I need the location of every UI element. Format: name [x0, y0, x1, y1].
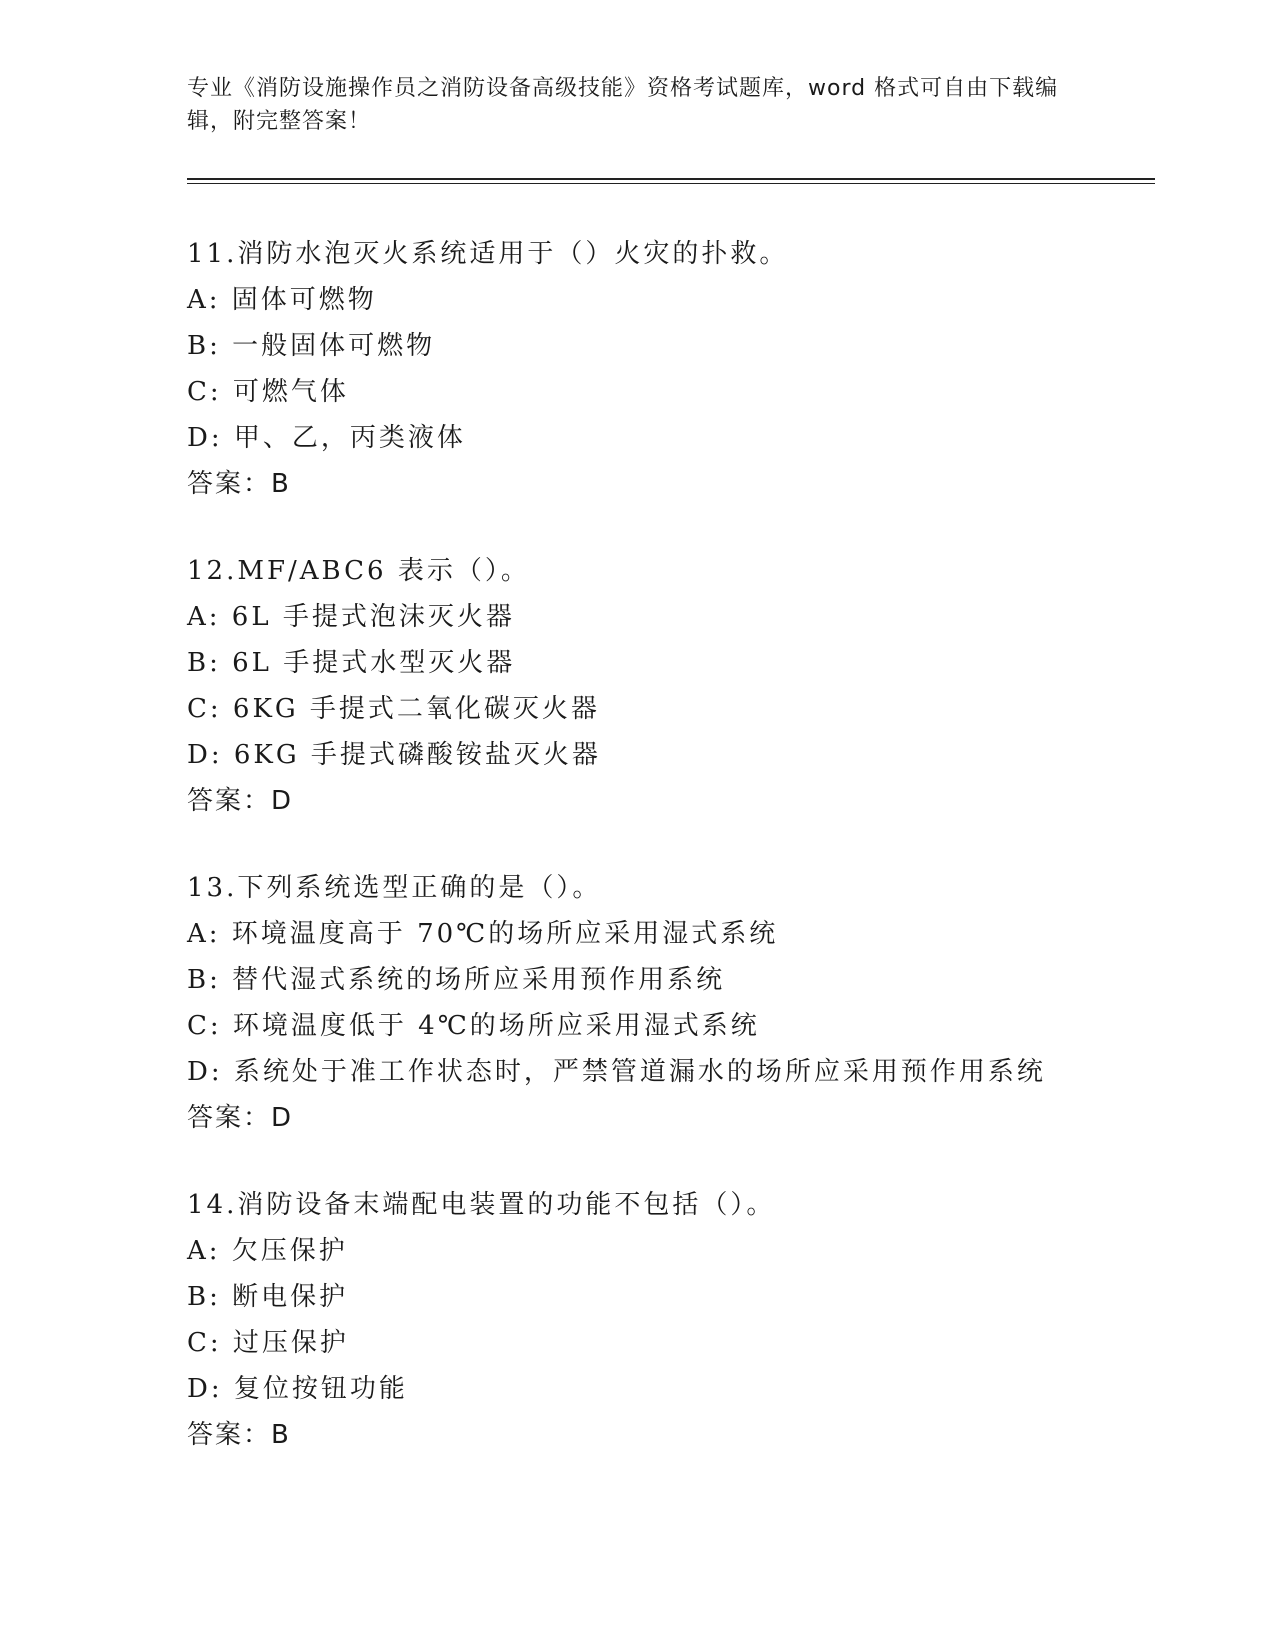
- answer-value: B: [271, 1420, 291, 1450]
- question-stem: 14.消防设备末端配电装置的功能不包括（）。: [187, 1190, 776, 1220]
- question-14: [187, 1182, 1147, 1458]
- option-b: B: 替代湿式系统的场所应采用预作用系统: [187, 965, 726, 995]
- option-b: B: 一般固体可燃物: [187, 331, 436, 361]
- question-stem: 13.下列系统选型正确的是（）。: [187, 873, 602, 903]
- question-stem: 12.MF/ABC6 表示（）。: [187, 556, 530, 586]
- answer: [187, 1095, 1147, 1141]
- header-text: 专业《消防设施操作员之消防设备高级技能》资格考试题库，word 格式可自由下载编辑，附完整答案！: [187, 76, 1059, 134]
- option-b: B: 6L 手提式水型灭火器: [187, 648, 516, 678]
- header-divider-thick: [187, 178, 1155, 180]
- answer-label: 答案：: [187, 1420, 272, 1450]
- question-11: [187, 231, 1147, 507]
- question-13: [187, 865, 1147, 1141]
- option-c: C: 可燃气体: [187, 377, 349, 407]
- option-d: D: 6KG 手提式磷酸铵盐灭火器: [187, 740, 601, 770]
- answer: [187, 778, 1147, 824]
- answer: [187, 461, 1147, 507]
- option-d: D: 系统处于准工作状态时，严禁管道漏水的场所应采用预作用系统: [187, 1057, 1046, 1087]
- option-a: A: 6L 手提式泡沫灭火器: [187, 602, 515, 632]
- option-d: D: 复位按钮功能: [187, 1374, 408, 1404]
- option-b: B: 断电保护: [187, 1282, 349, 1312]
- question-stem: 11.消防水泡灭火系统适用于（）火灾的扑救。: [187, 239, 789, 269]
- option-c: C: 环境温度低于 4℃的场所应采用湿式系统: [187, 1011, 760, 1041]
- answer-label: 答案：: [187, 786, 272, 816]
- answer-value: D: [271, 1103, 294, 1133]
- answer-value: B: [271, 469, 291, 499]
- answer-label: 答案：: [187, 1103, 272, 1133]
- option-a: A: 固体可燃物: [187, 285, 377, 315]
- question-list: [187, 231, 1147, 1499]
- answer-value: D: [271, 786, 294, 816]
- answer: [187, 1412, 1147, 1458]
- option-a: A: 环境温度高于 70℃的场所应采用湿式系统: [187, 919, 779, 949]
- option-c: C: 过压保护: [187, 1328, 349, 1358]
- option-c: C: 6KG 手提式二氧化碳灭火器: [187, 694, 600, 724]
- header-divider-thin: [187, 183, 1155, 184]
- answer-label: 答案：: [187, 469, 272, 499]
- document-header: [187, 72, 1067, 138]
- option-a: A: 欠压保护: [187, 1236, 348, 1266]
- option-d: D: 甲、乙，丙类液体: [187, 423, 466, 453]
- question-12: [187, 548, 1147, 824]
